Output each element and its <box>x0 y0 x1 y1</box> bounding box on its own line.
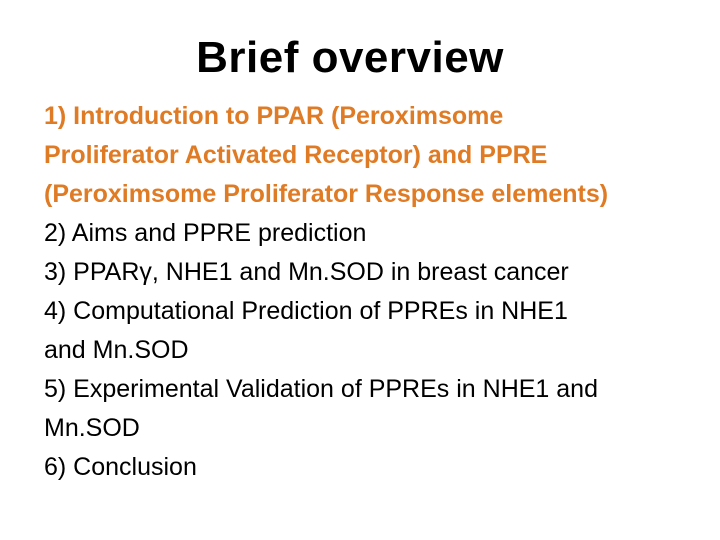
list-item-line: 6) Conclusion <box>44 453 197 481</box>
list-item-line: 1) Introduction to PPAR (Peroximsome <box>44 102 504 130</box>
list-item-introduction <box>44 97 704 214</box>
list-item-aims <box>44 214 704 253</box>
list-item-line: (Peroximsome Proliferator Response elements) <box>44 180 609 208</box>
overview-list <box>44 97 704 487</box>
list-item-line: 3) PPARγ, NHE1 and Mn.SOD in breast cancer <box>44 258 569 286</box>
list-item-line: Proliferator Activated Receptor) and PPRE <box>44 141 548 169</box>
list-item-experimental-validation <box>44 370 704 448</box>
list-item-breast-cancer <box>44 253 704 292</box>
list-item-line: Mn.SOD <box>44 414 140 442</box>
list-item-line: 5) Experimental Validation of PPREs in NHE1 and <box>44 375 598 403</box>
list-item-conclusion <box>44 448 704 487</box>
list-item-line: 2) Aims and PPRE prediction <box>44 219 367 247</box>
list-item-line: and Mn.SOD <box>44 336 189 364</box>
list-item-line: 4) Computational Prediction of PPREs in NHE1 <box>44 297 568 325</box>
list-item-computational-prediction <box>44 292 704 370</box>
slide-title: Brief overview <box>196 33 504 82</box>
